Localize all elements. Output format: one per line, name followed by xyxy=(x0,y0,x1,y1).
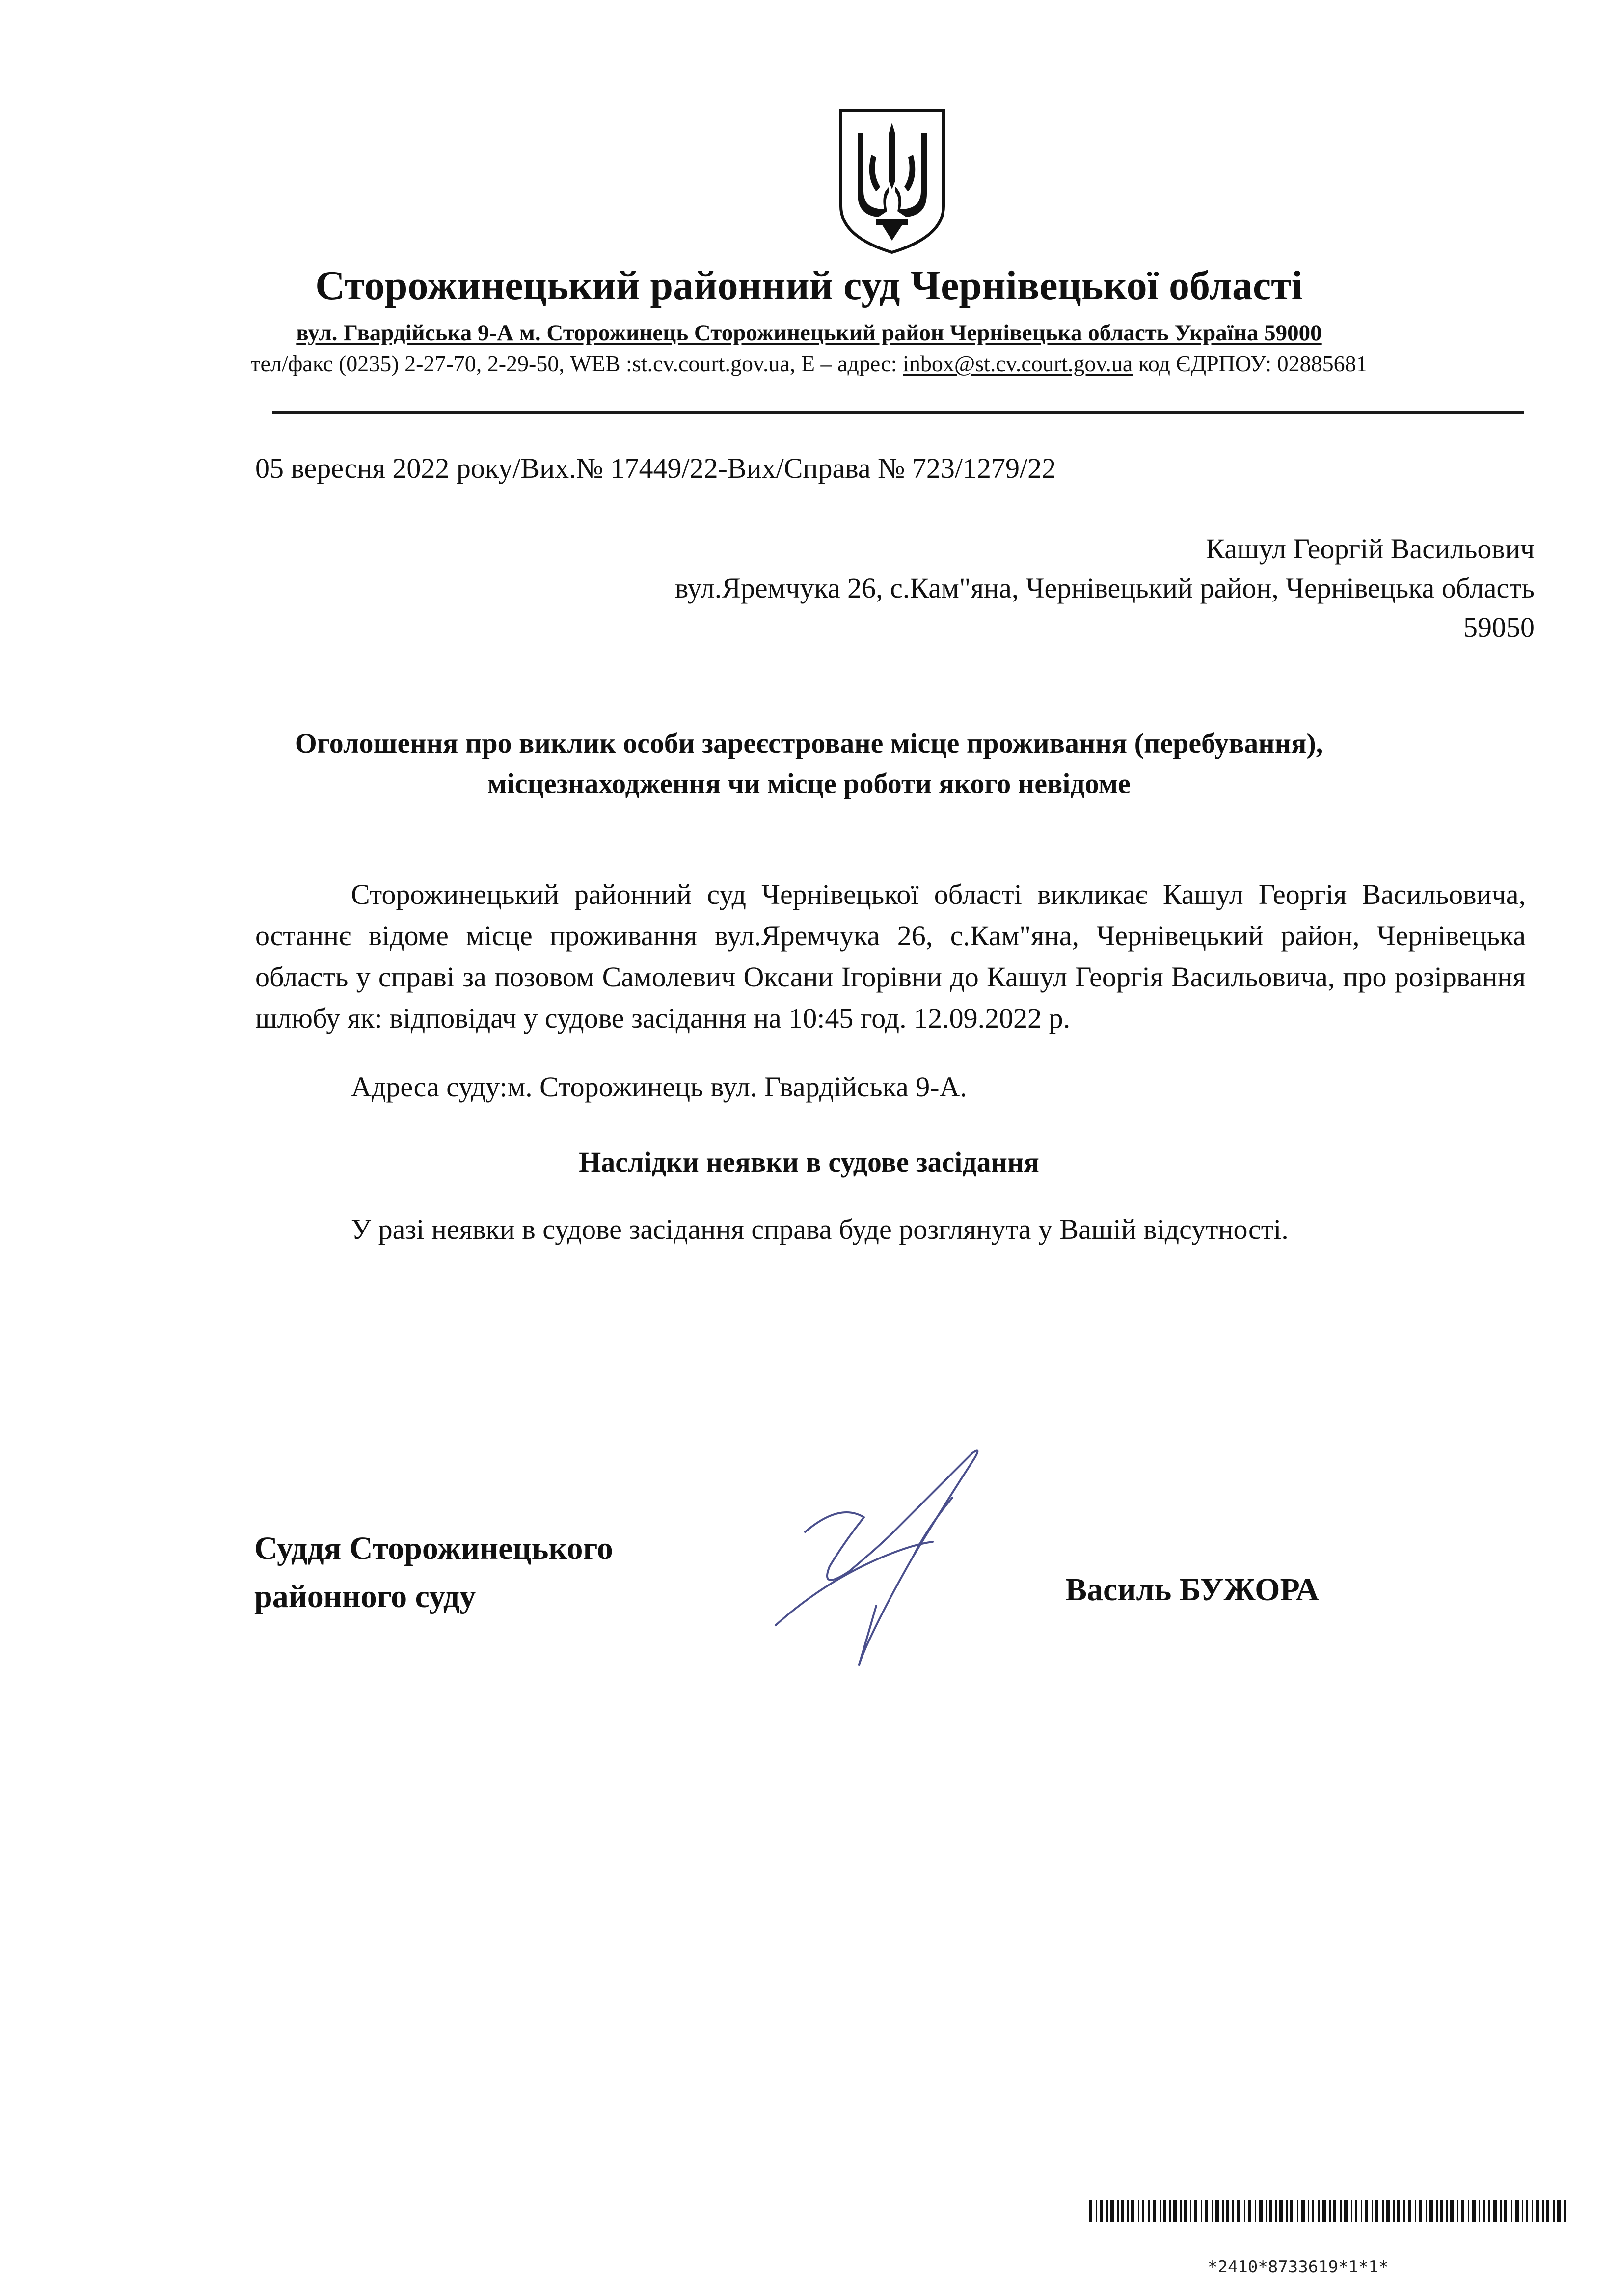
judge-title xyxy=(254,1525,613,1621)
consequences-text: У разі неявки в судове засідання справа буде розглянута у Вашій відсутності. xyxy=(351,1213,1289,1245)
contacts-prefix: тел/факс (0235) 2-27-70, 2-29-50, WEB :st.cv.court.gov.ua, E – адрес: xyxy=(250,351,903,376)
judge-name: Василь БУЖОРА xyxy=(1065,1572,1320,1608)
announcement-body: Сторожинецький районний суд Чернівецької області викликає Кашул Георгія Васильовича, останнє відоме місце проживання вул.Яремчука 26, с.Кам"яна, Чернівецький район, Чернівецька область у справі за позовом Самолевич Оксани Ігорівни до Кашул Георгія Васильовича, про розірвання шлюбу як: відповідач у судове засідання на 10:45 год. 12.09.2022 р. xyxy=(255,878,1526,1034)
court-contacts xyxy=(0,353,1618,375)
header-divider xyxy=(272,411,1524,414)
recipient-address: вул.Яремчука 26, с.Кам"яна, Чернівецький район, Чернівецька область xyxy=(674,572,1535,604)
court-address xyxy=(0,322,1618,345)
contacts-suffix: код ЄДРПОУ: 02885681 xyxy=(1133,351,1368,376)
handwritten-signature xyxy=(766,1444,1070,1689)
barcode-icon xyxy=(1089,2200,1570,2259)
announcement-title-line1: Оголошення про виклик особи зареєстроване місце проживання (перебування), xyxy=(295,727,1323,759)
recipient-postal-code: 59050 xyxy=(1463,611,1535,643)
contact-email-link[interactable]: inbox@st.cv.court.gov.ua xyxy=(903,351,1133,376)
document-reference: 05 вересня 2022 року/Вих.№ 17449/22-Вих/Справа № 723/1279/22 xyxy=(255,452,1056,484)
court-address-line: Адреса суду:м. Сторожинець вул. Гвардійська 9-А. xyxy=(351,1071,967,1103)
coat-of-arms-icon xyxy=(837,108,947,255)
court-address-text: вул. Гвардійська 9-А м. Сторожинець Сторожинецький район Чернівецька область Україна 59000 xyxy=(296,320,1322,346)
recipient-name: Кашул Георгій Васильович xyxy=(1206,533,1535,565)
recipient-block xyxy=(675,529,1535,647)
announcement-title-line2: місцезнаходження чи місце роботи якого невідоме xyxy=(487,767,1131,799)
consequences-heading: Наслідки неявки в судове засідання xyxy=(579,1146,1039,1178)
judge-title-line2: районного суду xyxy=(254,1579,476,1614)
barcode-number: *2410*8733619*1*1* xyxy=(1208,2257,1389,2277)
announcement-title xyxy=(0,723,1618,804)
court-name: Сторожинецький районний суд Чернівецької області xyxy=(315,263,1303,308)
judge-title-line1: Суддя Сторожинецького xyxy=(254,1531,613,1566)
